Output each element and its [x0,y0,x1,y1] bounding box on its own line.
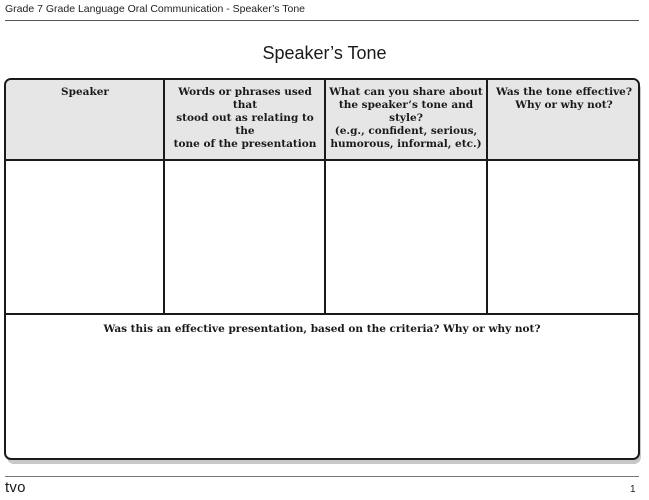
column-divider [486,80,488,314]
header-line: humorous, informal, etc.) [330,138,482,150]
effectiveness-question: Was this an effective presentation, based on the criteria? Why or why not? [103,323,541,335]
page-title: Speaker’s Tone [262,43,387,63]
header-line: stood out as relating to the [176,112,314,137]
header-divider [5,20,639,21]
row-divider [6,313,638,315]
column-divider [324,80,326,314]
header-line: Why or why not? [515,99,613,111]
speaker-answer-cell[interactable] [6,161,163,313]
words-phrases-answer-cell[interactable] [165,161,324,313]
column-header-tone-effective [490,86,638,112]
header-line: Speaker [61,86,109,98]
organizer-table [4,78,640,460]
header-line: tone of the presentation [173,138,317,150]
effectiveness-answer-area[interactable] [6,342,638,458]
column-header-words-phrases [168,86,322,151]
tvo-logo: tvo [5,479,26,496]
header-line: the speaker’s tone and [338,99,474,111]
column-divider [163,80,165,314]
page-number: 1 [630,484,636,495]
column-header-speaker [10,86,160,99]
tone-style-answer-cell[interactable] [326,161,486,313]
tone-effective-answer-cell[interactable] [488,161,638,313]
header-line: What can you share about [329,86,483,98]
column-header-tone-style [329,86,483,151]
document-header-title: Grade 7 Grade Language Oral Communication - Speaker’s Tone [5,3,306,15]
header-line: style? [389,112,423,124]
header-line: Words or phrases used that [178,86,312,111]
header-line: Was the tone effective? [495,86,633,98]
header-line: (e.g., confident, serious, [334,125,478,137]
footer-divider [5,476,639,477]
